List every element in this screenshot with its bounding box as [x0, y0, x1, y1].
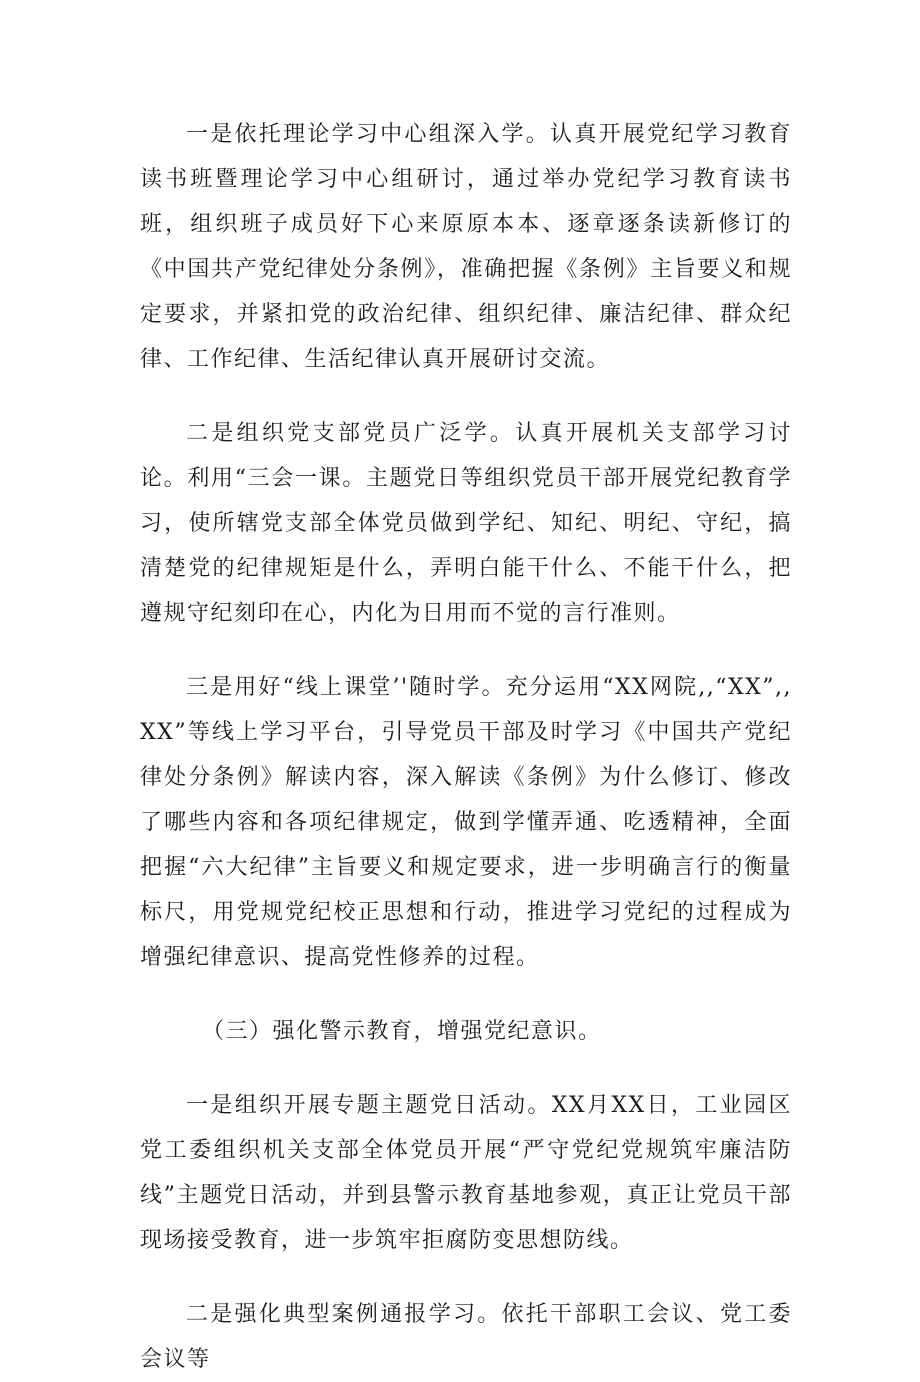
document-body	[140, 112, 792, 1382]
paragraph-gap	[140, 1263, 792, 1292]
paragraph-gap	[140, 1054, 792, 1083]
paragraph-theme-day: 一是组织开展专题主题党日活动。XX月XX日，工业园区党工委组织机关支部全体党员开展“严守党纪党规筑牢廉洁防线”主题党日活动，并到县警示教育基地参观，真正让党员干部现场接受教育，进一步筑牢拒腐防变思想防线。	[140, 1093, 792, 1253]
paragraph-gap	[140, 980, 792, 1009]
section-heading: （三）强化警示教育，增强党纪意识。	[202, 1019, 602, 1044]
paragraph-gap	[140, 636, 792, 665]
paragraph-case-study: 二是强化典型案例通报学习。依托干部职工会议、党工委会议等	[140, 1302, 792, 1372]
paragraph-online-study: 三是用好“线上课堂’'随时学。充分运用“XX网院,,“XX”,,XX”等线上学习平台，引导党员干部及时学习《中国共产党纪律处分条例》解读内容，深入解读《条例》为什么修订、修改了哪些内容和各项纪律规定，做到学懂弄通、吃透精神，全面把握“六大纪律”主旨要义和规定要求，进一步明确言行的衡量标尺，用党规党纪校正思想和行动，推进学习党纪的过程成为增强纪律意识、提高党性修养的过程。	[140, 675, 792, 970]
paragraph-study-group: 一是依托理论学习中心组深入学。认真开展党纪学习教育读书班暨理论学习中心组研讨，通过举办党纪学习教育读书班，组织班子成员好下心来原原本本、逐章逐条读新修订的《中国共产党纪律处分条例》，准确把握《条例》主旨要义和规定要求，并紧扣党的政治纪律、组织纪律、廉洁纪律、群众纪律、工作纪律、生活纪律认真开展研讨交流。	[140, 122, 792, 372]
paragraph-gap	[140, 382, 792, 411]
paragraph-branch-study: 二是组织党支部党员广泛学。认真开展机关支部学习讨论。利用“三会一课。主题党日等组织党员干部开展党纪教育学习，使所辖党支部全体党员做到学纪、知纪、明纪、守纪，搞清楚党的纪律规矩是什么，弄明白能干什么、不能干什么，把遵规守纪刻印在心，内化为日用而不觉的言行准则。	[140, 421, 792, 626]
